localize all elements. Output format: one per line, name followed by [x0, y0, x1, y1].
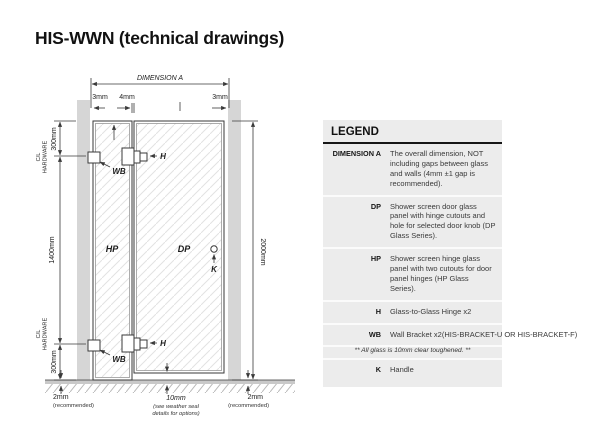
hp-panel-label: HP [105, 244, 119, 254]
floor-gap-right-value: 2mm [247, 394, 263, 401]
legend-term: DIMENSION A [332, 149, 381, 158]
gap-mid-label: 4mm [119, 94, 135, 101]
h-bottom-label: H [160, 339, 166, 348]
floor-gap-left-note: (recommended) [53, 403, 94, 409]
cl-bottom-offset-label: 300mm [51, 350, 58, 374]
legend-desc: Wall Bracket x2(HIS-BRACKET-U OR HIS-BRACKET-F) [390, 329, 578, 339]
legend-row-dp [323, 195, 502, 248]
wall-bracket-top [88, 152, 100, 163]
cl-hardware-bottom-line2: HARDWARE [42, 317, 49, 351]
cl-hardware-top-line2: HARDWARE [42, 140, 49, 174]
legend-term: HP [370, 254, 381, 264]
floor-gap-door-note2: details for options) [152, 411, 200, 417]
h-top-label: H [160, 152, 166, 161]
wall-bracket-bottom [88, 340, 100, 351]
legend-term: WB [368, 329, 381, 339]
legend-desc: Shower screen hinge glass panel with two cutouts for door panel hinges (HP Glass Series). [390, 254, 492, 293]
page-title: HIS-WWN (technical drawings) [35, 28, 285, 48]
legend-desc: Glass-to-Glass Hinge x2 [390, 306, 472, 316]
legend-row-k [323, 358, 502, 381]
cl-hardware-top-line1: C/L [36, 152, 42, 162]
left-wall [77, 100, 90, 380]
legend-term: H [375, 306, 381, 316]
legend-term: K [375, 365, 381, 375]
floor-hatch [45, 384, 295, 393]
legend-term: DP [370, 201, 381, 211]
floor-gap-door-value: 10mm [166, 395, 186, 402]
cl-spacing-label: 1400mm [49, 236, 56, 264]
wb-top-label: WB [112, 167, 126, 176]
wb-bottom-label: WB [112, 355, 126, 364]
legend-row-wb [323, 323, 578, 346]
shower-screen-drawing [30, 62, 310, 441]
cl-top-offset-label: 300mm [51, 127, 58, 151]
floor [45, 380, 295, 384]
k-label: K [211, 265, 217, 274]
right-wall [228, 100, 241, 380]
cl-hardware-bottom-line1: C/L [36, 329, 42, 339]
legend-row-hp [323, 247, 502, 300]
legend-desc: The overall dimension, NOT including gaps between glass and walls (4mm ±1 gap is recommended). [390, 149, 488, 188]
gap-left-label: 3mm [92, 94, 108, 101]
legend-row-dimension-a [323, 144, 502, 195]
height-overall-label: 2000mm [259, 238, 266, 266]
floor-gap-door-note1: (see weather seal [153, 404, 199, 410]
legend-footnote: ** All glass is 10mm clear toughened. ** [354, 347, 471, 354]
legend-desc: Handle [390, 365, 414, 375]
dp-panel-label: DP [177, 244, 191, 254]
floor-gap-right-note: (recommended) [228, 403, 269, 409]
legend-desc: Shower screen door glass panel with hinge cutouts and hole for selected door knob (DP Glass Series). [390, 201, 496, 241]
legend-title: LEGEND [323, 120, 502, 144]
gap-right-label: 3mm [212, 94, 228, 101]
dim-a-label: DIMENSION A [136, 75, 184, 82]
floor-gap-left-value: 2mm [53, 394, 69, 401]
legend-row-h [323, 300, 502, 323]
door-knob [211, 246, 217, 252]
